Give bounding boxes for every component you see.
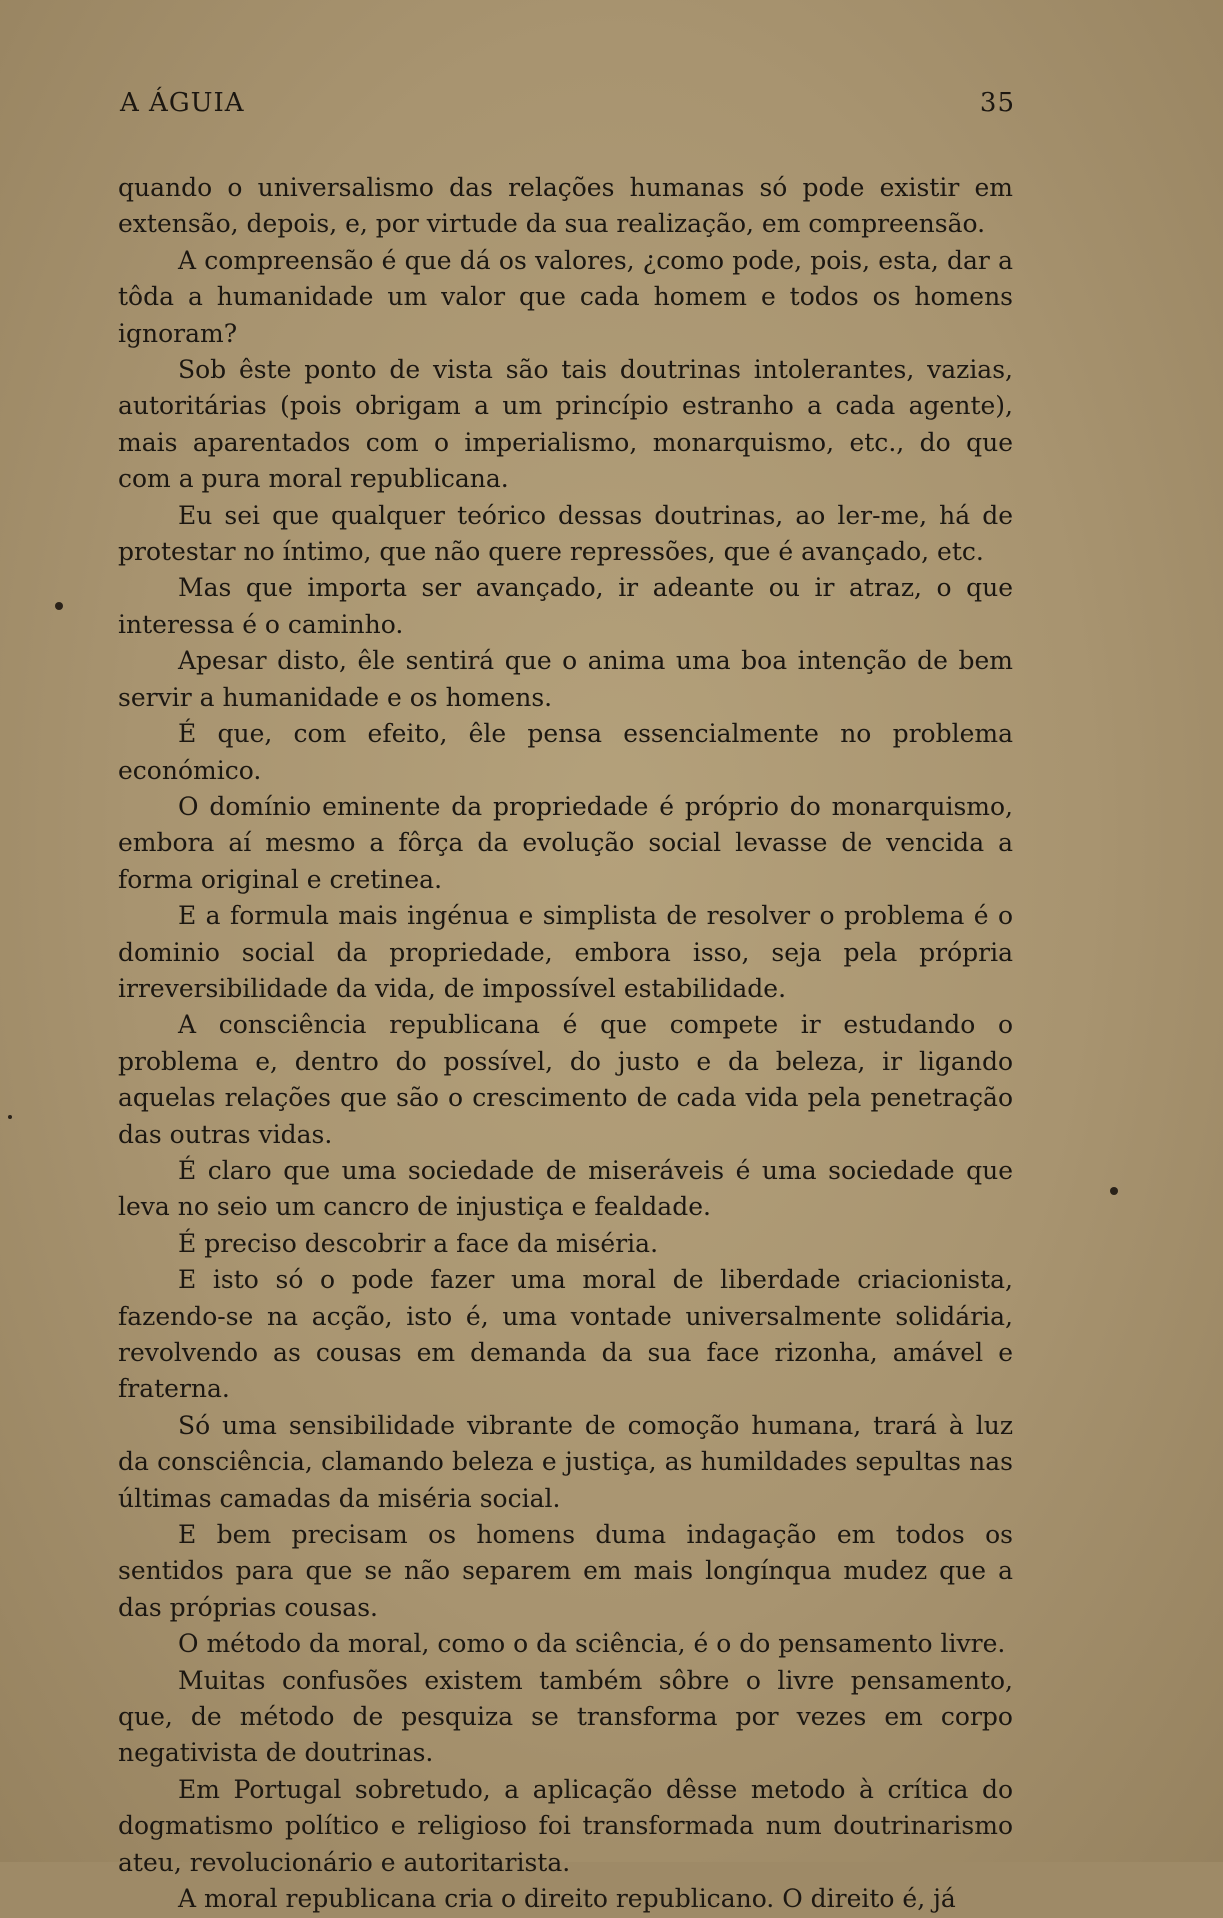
paragraph: E isto só o pode fazer uma moral de liberdade criacionista, fazendo-se na acção, isto é, uma vontade universalmente solidária, revolvendo as cousas em demanda da sua face rizonha, amável e fraterna. — [118, 1265, 1013, 1404]
paragraph: A compreensão é que dá os valores, ¿como pode, pois, esta, dar a tôda a humanidade um valor que cada homem e todos os homens ignoram? — [118, 245, 1013, 348]
paragraph: Eu sei que qualquer teórico dessas doutrinas, ao ler-me, há de protestar no íntimo, que não quere repressões, que é avançado, etc. — [118, 500, 1013, 567]
paragraph: Mas que importa ser avançado, ir adeante ou ir atraz, o que interessa é o caminho. — [118, 573, 1013, 639]
paragraph: Apesar disto, êle sentirá que o anima uma boa intenção de bem servir a humanidade e os homens. — [118, 646, 1013, 712]
journal-title: A ÁGUIA — [120, 88, 245, 118]
paragraph: A moral republicana cria o direito republicano. O direito é, já — [178, 1884, 956, 1914]
page-number: 35 — [979, 88, 1015, 118]
paper-speck — [55, 602, 63, 610]
paragraph: Em Portugal sobretudo, a aplicação dêsse metodo à crítica do dogmatismo político e religioso foi transformada num doutrinarismo ateu, revolucionário e autoritarista. — [118, 1774, 1013, 1877]
paragraph: Muitas confusões existem também sôbre o livre pensamento, que, de método de pesquiza se transforma por vezes em corpo negativista de doutrinas. — [118, 1665, 1013, 1768]
paragraph: Só uma sensibilidade vibrante de comoção humana, trará à luz da consciência, clamando beleza e justiça, as humildades sepultas nas últimas camadas da miséria social. — [118, 1410, 1013, 1513]
paragraph: E a formula mais ingénua e simplista de resolver o problema é o dominio social da propriedade, embora isso, seja pela própria irreversibilidade da vida, de impossível estabilidade. — [118, 901, 1013, 1003]
paragraph: É preciso descobrir a face da miséria. — [178, 1228, 659, 1258]
body-text — [118, 170, 1013, 1918]
paragraph: É que, com efeito, êle pensa essencialmente no problema económico. — [118, 719, 1013, 785]
paragraph: A consciência republicana é que compete ir estudando o problema e, dentro do possível, do justo e da beleza, ir ligando aquelas relações que são o crescimento de cada vida pela penetração das outras vidas. — [118, 1010, 1013, 1149]
paragraph: E bem precisam os homens duma indagação em todos os sentidos para que se não separem em mais longínqua mudez que a das próprias cousas. — [118, 1520, 1013, 1622]
paragraph: quando o universalismo das relações humanas só pode existir em extensão, depois, e, por virtude da sua realização, em compreensão. — [118, 173, 1013, 239]
paragraph: O domínio eminente da propriedade é próprio do monarquismo, embora aí mesmo a fôrça da evolução social levasse de vencida a forma original e cretinea. — [118, 791, 1013, 894]
paragraph: É claro que uma sociedade de miseráveis é uma sociedade que leva no seio um cancro de injustiça e fealdade. — [118, 1155, 1013, 1222]
paper-speck — [8, 1115, 12, 1119]
paragraph: O método da moral, como o da sciência, é o do pensamento livre. — [178, 1629, 1006, 1659]
running-head — [120, 88, 1015, 128]
paper-speck — [1110, 1187, 1118, 1195]
paragraph: Sob êste ponto de vista são tais doutrinas intolerantes, vazias, autoritárias (pois obrigam a um princípio estranho a cada agente), mais aparentados com o imperialismo, monarquismo, etc., do que com a pura moral republicana. — [118, 355, 1013, 494]
